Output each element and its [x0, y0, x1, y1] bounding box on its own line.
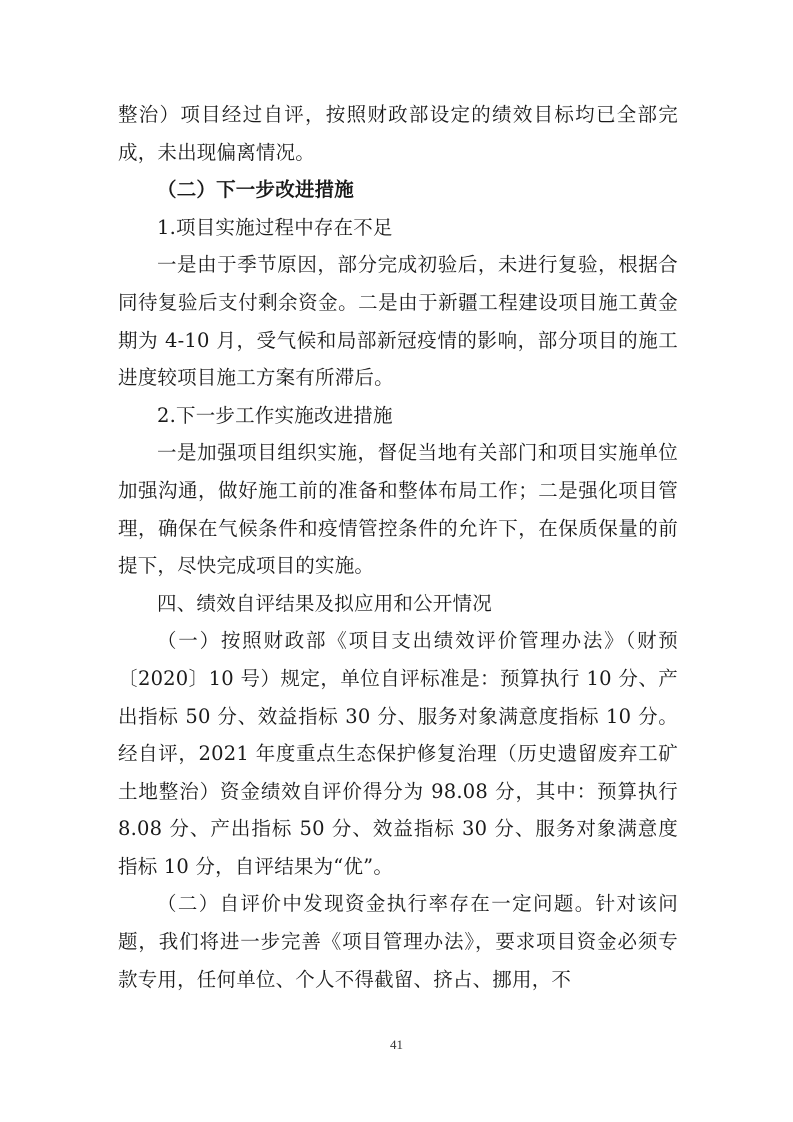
paragraph-shortcomings: 一是由于季节原因，部分完成初验后，未进行复验，根据合同待复验后支付剩余资金。二是由于新疆工程建设项目施工黄金期为 4-10 月，受气候和局部新冠疫情的影响，部分项目的施工进度较项目施工方案有所滞后。 — [118, 253, 678, 390]
paragraph-fund-execution-issue: （二）自评价中发现资金执行率存在一定问题。针对该问题，我们将进一步完善《项目管理办法》，要求项目资金必须专款专用，任何单位、个人不得截留、挤占、挪用，不 — [118, 892, 678, 991]
body-text — [118, 96, 678, 998]
paragraph-next-steps: 一是加强项目组织实施，督促当地有关部门和项目实施单位加强沟通，做好施工前的准备和整体布局工作；二是强化项目管理，确保在气候条件和疫情管控条件的允许下，在保质保量的前提下，尽快完成项目的实施。 — [118, 441, 678, 578]
paragraph-continuation: 整治）项目经过自评，按照财政部设定的绩效目标均已全部完成，未出现偏离情况。 — [118, 103, 678, 164]
subheading-shortcomings: 1.项目实施过程中存在不足 — [157, 215, 393, 239]
subheading-next-steps: 2.下一步工作实施改进措施 — [157, 403, 393, 427]
section-heading-self-evaluation-results: 四、绩效自评结果及拟应用和公开情况 — [157, 591, 492, 615]
section-heading-improvement-measures: （二）下一步改进措施 — [157, 178, 355, 202]
paragraph-self-evaluation-standard: （一）按照财政部《项目支出绩效评价管理办法》（财预〔2020〕10 号）规定，单位自评标准是：预算执行 10 分、产出指标 50 分、效益指标 30 分、服务对象满意度指标 10 分。经自评，2021 年度重点生态保护修复治理（历史遗留废弃工矿土地整治）资金绩效自评价得分为 98.08 分，其中：预算执行 8.08 分、产出指标 50 分、效益指标 30 分、服务对象满意度指标 10 分，自评结果为“优”。 — [118, 629, 678, 878]
page-number: 41 — [390, 1037, 403, 1052]
